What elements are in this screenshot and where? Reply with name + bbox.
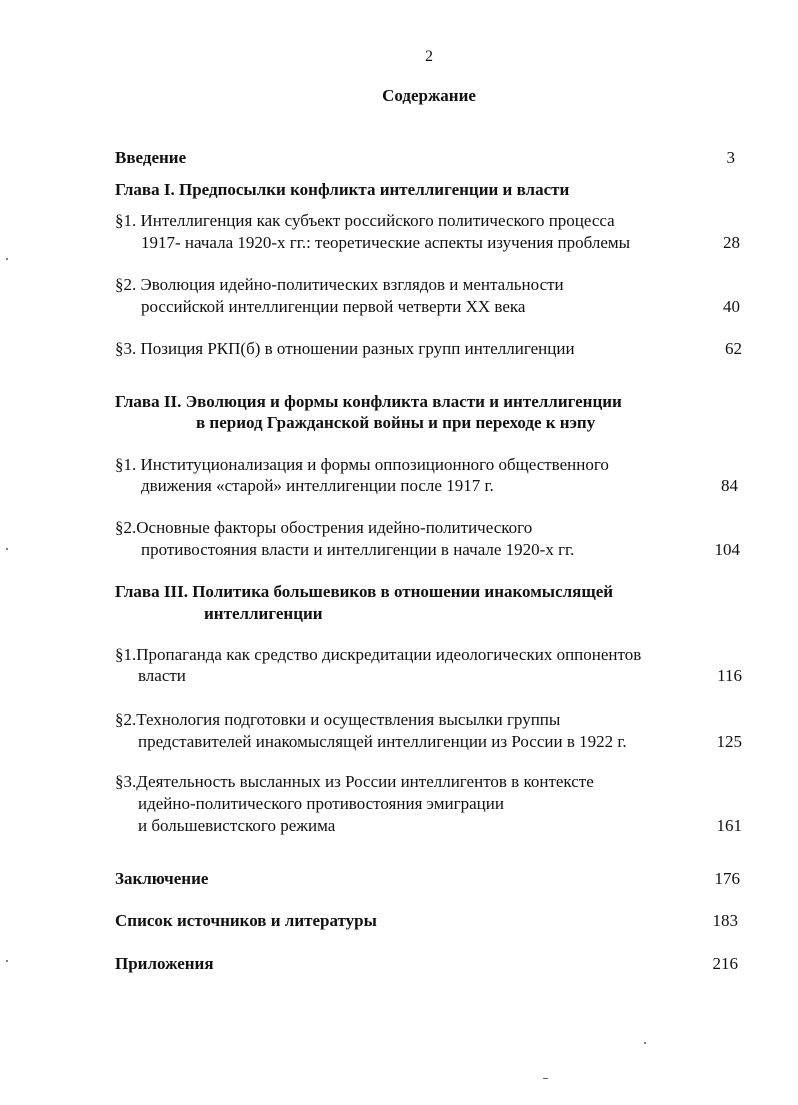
toc-ch1-s2-line1: §2. Эволюция идейно-политических взглядов и ментальности	[115, 275, 564, 294]
scan-speck	[6, 258, 8, 260]
toc-ch1-s1-page: 28	[723, 233, 740, 252]
toc-chapter1-title: Глава I. Предпосылки конфликта интеллигенции и власти	[115, 180, 570, 199]
toc-sources-label: Список источников и литературы	[115, 911, 377, 930]
toc-chapter3-title-line1: Глава III. Политика большевиков в отношении инакомыслящей	[115, 582, 614, 601]
toc-chapter3-title-line2: интеллигенции	[204, 604, 323, 623]
toc-ch2-s1-line2: движения «старой» интеллигенции после 1917 г.	[141, 476, 494, 495]
toc-ch1-s1-line2: 1917- начала 1920-х гг.: теоретические аспекты изучения проблемы	[141, 233, 631, 252]
toc-ch2-s2-page: 104	[714, 540, 740, 559]
toc-ch3-s3-line3: и большевистского режима	[138, 816, 336, 835]
toc-conclusion-page: 176	[714, 869, 740, 888]
scan-speck	[543, 1078, 548, 1079]
toc-appendix-page: 216	[712, 954, 738, 973]
toc-ch1-s3-page: 62	[725, 339, 742, 358]
toc-ch1-s2-line2: российской интеллигенции первой четверти XX века	[141, 297, 526, 316]
toc-intro-label: Введение	[115, 148, 187, 167]
toc-ch3-s2-page: 125	[716, 732, 742, 751]
toc-ch3-s1-line1: §1.Пропаганда как средство дискредитации идеологических оппонентов	[115, 645, 642, 664]
scan-speck	[644, 1042, 646, 1044]
scan-speck	[6, 548, 8, 550]
toc-chapter2-title-line2: в период Гражданской войны и при переходе к нэпу	[196, 413, 596, 432]
page-title: Содержание	[382, 86, 476, 105]
toc-intro-page: 3	[726, 148, 735, 167]
page-number: 2	[425, 48, 433, 65]
toc-ch1-s3-line1: §3. Позиция РКП(б) в отношении разных групп интеллигенции	[115, 339, 575, 358]
toc-ch3-s3-line1: §3.Деятельность высланных из России интеллигентов в контексте	[115, 772, 594, 791]
toc-ch3-s2-line1: §2.Технология подготовки и осуществления высылки группы	[115, 710, 561, 729]
toc-ch1-s1-line1: §1. Интеллигенция как субъект российского политического процесса	[115, 211, 615, 230]
toc-ch3-s3-line2: идейно-политического противостояния эмиграции	[138, 794, 504, 813]
toc-ch1-s2-page: 40	[723, 297, 740, 316]
scan-speck	[6, 960, 8, 962]
toc-ch2-s1-line1: §1. Институционализация и формы оппозиционного общественного	[115, 455, 609, 474]
toc-ch2-s1-page: 84	[721, 476, 738, 495]
toc-ch3-s3-page: 161	[716, 816, 742, 835]
toc-appendix-label: Приложения	[115, 954, 214, 973]
toc-ch3-s1-line2: власти	[138, 666, 186, 685]
toc-ch3-s2-line2: представителей инакомыслящей интеллигенции из России в 1922 г.	[138, 732, 627, 751]
toc-ch3-s1-page: 116	[717, 666, 742, 685]
toc-chapter2-title-line1: Глава II. Эволюция и формы конфликта власти и интеллигенции	[115, 392, 622, 411]
toc-sources-page: 183	[712, 911, 738, 930]
toc-ch2-s2-line2: противостояния власти и интеллигенции в начале 1920-х гг.	[141, 540, 575, 559]
toc-ch2-s2-line1: §2.Основные факторы обострения идейно-политического	[115, 518, 533, 537]
toc-conclusion-label: Заключение	[115, 869, 209, 888]
